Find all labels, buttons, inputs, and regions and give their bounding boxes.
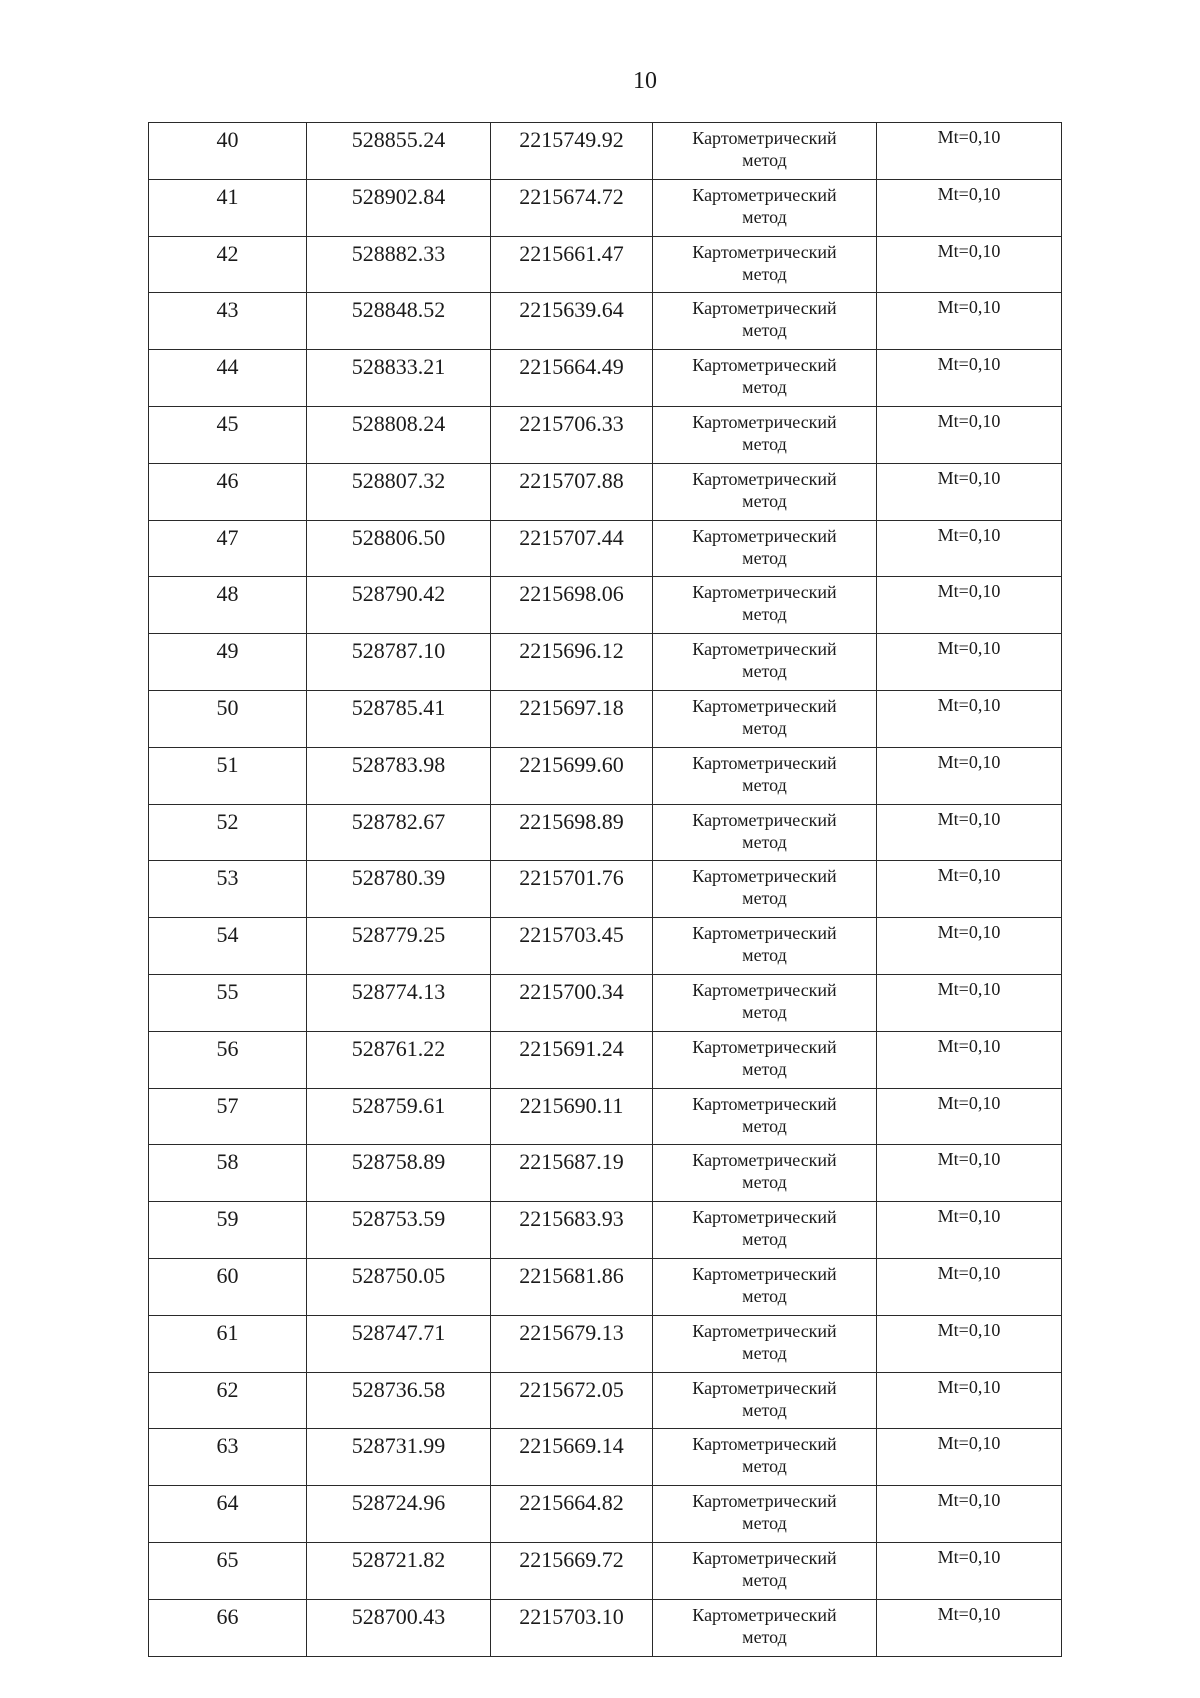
method-line-1: Картометрический: [692, 582, 837, 603]
y-coordinate: 2215681.86: [491, 1258, 653, 1315]
method-cell: [653, 123, 877, 180]
table-row: [149, 690, 1062, 747]
method-line-2: метод: [742, 433, 787, 454]
table-row: [149, 123, 1062, 180]
accuracy-cell: Mt=0,10: [877, 974, 1062, 1031]
method-line-1: Картометрический: [692, 1093, 837, 1114]
accuracy-cell: Mt=0,10: [877, 1315, 1062, 1372]
x-coordinate: 528721.82: [307, 1542, 491, 1599]
y-coordinate: 2215700.34: [491, 974, 653, 1031]
y-coordinate: 2215703.10: [491, 1599, 653, 1656]
method-cell: [653, 1088, 877, 1145]
method-line-2: метод: [742, 1285, 787, 1306]
method-line-2: метод: [742, 1626, 787, 1647]
y-coordinate: 2215703.45: [491, 918, 653, 975]
y-coordinate: 2215639.64: [491, 293, 653, 350]
method-line-1: Картометрический: [692, 639, 837, 660]
accuracy-cell: Mt=0,10: [877, 690, 1062, 747]
method-line-1: Картометрический: [692, 1547, 837, 1568]
table-row: [149, 634, 1062, 691]
method-cell: [653, 974, 877, 1031]
accuracy-cell: Mt=0,10: [877, 747, 1062, 804]
point-number: 65: [149, 1542, 307, 1599]
x-coordinate: 528783.98: [307, 747, 491, 804]
method-line-1: Картометрический: [692, 1434, 837, 1455]
table-row: [149, 293, 1062, 350]
table-row: [149, 406, 1062, 463]
table-row: [149, 1202, 1062, 1259]
accuracy-cell: Mt=0,10: [877, 918, 1062, 975]
method-cell: [653, 918, 877, 975]
method-line-2: метод: [742, 1229, 787, 1250]
x-coordinate: 528759.61: [307, 1088, 491, 1145]
accuracy-cell: Mt=0,10: [877, 1429, 1062, 1486]
method-line-1: Картометрический: [692, 866, 837, 887]
accuracy-cell: Mt=0,10: [877, 1202, 1062, 1259]
point-number: 45: [149, 406, 307, 463]
accuracy-cell: Mt=0,10: [877, 804, 1062, 861]
point-number: 42: [149, 236, 307, 293]
method-cell: [653, 1542, 877, 1599]
x-coordinate: 528855.24: [307, 123, 491, 180]
method-cell: [653, 1599, 877, 1656]
table-row: [149, 1315, 1062, 1372]
point-number: 41: [149, 179, 307, 236]
y-coordinate: 2215683.93: [491, 1202, 653, 1259]
x-coordinate: 528782.67: [307, 804, 491, 861]
point-number: 60: [149, 1258, 307, 1315]
method-line-1: Картометрический: [692, 468, 837, 489]
y-coordinate: 2215664.82: [491, 1486, 653, 1543]
accuracy-cell: Mt=0,10: [877, 634, 1062, 691]
x-coordinate: 528787.10: [307, 634, 491, 691]
x-coordinate: 528790.42: [307, 577, 491, 634]
method-line-2: метод: [742, 263, 787, 284]
method-line-2: метод: [742, 1513, 787, 1534]
y-coordinate: 2215690.11: [491, 1088, 653, 1145]
method-line-1: Картометрический: [692, 298, 837, 319]
x-coordinate: 528779.25: [307, 918, 491, 975]
method-line-2: метод: [742, 490, 787, 511]
table-row: [149, 179, 1062, 236]
method-cell: [653, 1372, 877, 1429]
table-row: [149, 1088, 1062, 1145]
x-coordinate: 528882.33: [307, 236, 491, 293]
method-line-2: метод: [742, 1172, 787, 1193]
x-coordinate: 528761.22: [307, 1031, 491, 1088]
coordinates-table: [148, 122, 1062, 1657]
method-line-1: Картометрический: [692, 128, 837, 148]
table-row: [149, 861, 1062, 918]
method-line-2: метод: [742, 1399, 787, 1420]
method-line-2: метод: [742, 1001, 787, 1022]
table-row: [149, 918, 1062, 975]
table-row: [149, 1031, 1062, 1088]
method-cell: [653, 690, 877, 747]
accuracy-cell: Mt=0,10: [877, 406, 1062, 463]
x-coordinate: 528750.05: [307, 1258, 491, 1315]
point-number: 62: [149, 1372, 307, 1429]
table-row: [149, 747, 1062, 804]
point-number: 57: [149, 1088, 307, 1145]
accuracy-cell: Mt=0,10: [877, 577, 1062, 634]
method-line-1: Картометрический: [692, 525, 837, 546]
method-cell: [653, 1202, 877, 1259]
method-line-2: метод: [742, 717, 787, 738]
point-number: 55: [149, 974, 307, 1031]
method-cell: [653, 1429, 877, 1486]
method-cell: [653, 236, 877, 293]
y-coordinate: 2215749.92: [491, 123, 653, 180]
method-line-1: Картометрический: [692, 1377, 837, 1398]
point-number: 54: [149, 918, 307, 975]
x-coordinate: 528774.13: [307, 974, 491, 1031]
x-coordinate: 528753.59: [307, 1202, 491, 1259]
y-coordinate: 2215672.05: [491, 1372, 653, 1429]
table-row: [149, 1258, 1062, 1315]
page-number: 10: [633, 68, 657, 94]
y-coordinate: 2215701.76: [491, 861, 653, 918]
x-coordinate: 528758.89: [307, 1145, 491, 1202]
point-number: 56: [149, 1031, 307, 1088]
y-coordinate: 2215691.24: [491, 1031, 653, 1088]
table-row: [149, 577, 1062, 634]
table-row: [149, 1542, 1062, 1599]
method-line-1: Картометрический: [692, 184, 837, 205]
y-coordinate: 2215706.33: [491, 406, 653, 463]
point-number: 47: [149, 520, 307, 577]
accuracy-cell: Mt=0,10: [877, 1258, 1062, 1315]
method-line-2: метод: [742, 945, 787, 966]
point-number: 51: [149, 747, 307, 804]
method-cell: [653, 861, 877, 918]
point-number: 63: [149, 1429, 307, 1486]
method-line-1: Картометрический: [692, 411, 837, 432]
method-cell: [653, 293, 877, 350]
method-line-2: метод: [742, 377, 787, 398]
accuracy-cell: Mt=0,10: [877, 350, 1062, 407]
method-line-1: Картометрический: [692, 241, 837, 262]
y-coordinate: 2215669.72: [491, 1542, 653, 1599]
accuracy-cell: Mt=0,10: [877, 293, 1062, 350]
method-line-2: метод: [742, 1058, 787, 1079]
point-number: 53: [149, 861, 307, 918]
x-coordinate: 528808.24: [307, 406, 491, 463]
point-number: 50: [149, 690, 307, 747]
method-line-2: метод: [742, 831, 787, 852]
method-line-2: метод: [742, 206, 787, 227]
method-line-2: метод: [742, 774, 787, 795]
point-number: 48: [149, 577, 307, 634]
method-line-1: Картометрический: [692, 752, 837, 773]
y-coordinate: 2215669.14: [491, 1429, 653, 1486]
method-line-2: метод: [742, 1456, 787, 1477]
method-line-2: метод: [742, 547, 787, 568]
x-coordinate: 528731.99: [307, 1429, 491, 1486]
x-coordinate: 528848.52: [307, 293, 491, 350]
y-coordinate: 2215696.12: [491, 634, 653, 691]
method-line-1: Картометрический: [692, 923, 837, 944]
table-row: [149, 1372, 1062, 1429]
accuracy-cell: Mt=0,10: [877, 1031, 1062, 1088]
table-row: [149, 350, 1062, 407]
y-coordinate: 2215664.49: [491, 350, 653, 407]
y-coordinate: 2215661.47: [491, 236, 653, 293]
x-coordinate: 528902.84: [307, 179, 491, 236]
y-coordinate: 2215697.18: [491, 690, 653, 747]
method-cell: [653, 1315, 877, 1372]
y-coordinate: 2215698.06: [491, 577, 653, 634]
y-coordinate: 2215699.60: [491, 747, 653, 804]
method-line-1: Картометрический: [692, 979, 837, 1000]
method-line-2: метод: [742, 320, 787, 341]
point-number: 49: [149, 634, 307, 691]
table-row: [149, 463, 1062, 520]
table-row: [149, 804, 1062, 861]
point-number: 46: [149, 463, 307, 520]
y-coordinate: 2215698.89: [491, 804, 653, 861]
method-line-2: метод: [742, 150, 787, 170]
method-cell: [653, 1145, 877, 1202]
method-line-1: Картометрический: [692, 1207, 837, 1228]
method-line-1: Картометрический: [692, 1604, 837, 1625]
method-line-2: метод: [742, 1569, 787, 1590]
accuracy-cell: Mt=0,10: [877, 463, 1062, 520]
coordinates-table-body: [149, 123, 1062, 1657]
method-line-2: метод: [742, 604, 787, 625]
accuracy-cell: Mt=0,10: [877, 1486, 1062, 1543]
point-number: 52: [149, 804, 307, 861]
table-row: [149, 1599, 1062, 1656]
table-row: [149, 1429, 1062, 1486]
method-line-1: Картометрический: [692, 1150, 837, 1171]
accuracy-cell: Mt=0,10: [877, 123, 1062, 180]
point-number: 40: [149, 123, 307, 180]
accuracy-cell: Mt=0,10: [877, 1145, 1062, 1202]
method-line-1: Картометрический: [692, 1036, 837, 1057]
method-line-1: Картометрический: [692, 1263, 837, 1284]
method-cell: [653, 350, 877, 407]
x-coordinate: 528807.32: [307, 463, 491, 520]
method-line-1: Картометрический: [692, 1320, 837, 1341]
accuracy-cell: Mt=0,10: [877, 1372, 1062, 1429]
x-coordinate: 528724.96: [307, 1486, 491, 1543]
method-cell: [653, 1486, 877, 1543]
y-coordinate: 2215674.72: [491, 179, 653, 236]
x-coordinate: 528747.71: [307, 1315, 491, 1372]
x-coordinate: 528700.43: [307, 1599, 491, 1656]
method-cell: [653, 406, 877, 463]
method-line-2: метод: [742, 1115, 787, 1136]
point-number: 58: [149, 1145, 307, 1202]
point-number: 43: [149, 293, 307, 350]
method-cell: [653, 577, 877, 634]
accuracy-cell: Mt=0,10: [877, 861, 1062, 918]
method-cell: [653, 1031, 877, 1088]
x-coordinate: 528806.50: [307, 520, 491, 577]
y-coordinate: 2215707.88: [491, 463, 653, 520]
y-coordinate: 2215707.44: [491, 520, 653, 577]
table-row: [149, 1145, 1062, 1202]
table-row: [149, 1486, 1062, 1543]
method-line-2: метод: [742, 888, 787, 909]
x-coordinate: 528785.41: [307, 690, 491, 747]
method-line-1: Картометрический: [692, 1491, 837, 1512]
method-cell: [653, 747, 877, 804]
method-line-1: Картометрический: [692, 695, 837, 716]
method-cell: [653, 179, 877, 236]
y-coordinate: 2215679.13: [491, 1315, 653, 1372]
table-row: [149, 974, 1062, 1031]
method-line-1: Картометрический: [692, 809, 837, 830]
accuracy-cell: Mt=0,10: [877, 1088, 1062, 1145]
table-row: [149, 236, 1062, 293]
x-coordinate: 528736.58: [307, 1372, 491, 1429]
method-cell: [653, 463, 877, 520]
method-line-2: метод: [742, 1342, 787, 1363]
point-number: 59: [149, 1202, 307, 1259]
point-number: 44: [149, 350, 307, 407]
table-row: [149, 520, 1062, 577]
method-cell: [653, 804, 877, 861]
accuracy-cell: Mt=0,10: [877, 1542, 1062, 1599]
method-line-2: метод: [742, 661, 787, 682]
point-number: 61: [149, 1315, 307, 1372]
accuracy-cell: Mt=0,10: [877, 236, 1062, 293]
accuracy-cell: Mt=0,10: [877, 520, 1062, 577]
method-cell: [653, 520, 877, 577]
method-cell: [653, 634, 877, 691]
y-coordinate: 2215687.19: [491, 1145, 653, 1202]
accuracy-cell: Mt=0,10: [877, 1599, 1062, 1656]
method-cell: [653, 1258, 877, 1315]
x-coordinate: 528833.21: [307, 350, 491, 407]
method-line-1: Картометрический: [692, 355, 837, 376]
point-number: 64: [149, 1486, 307, 1543]
point-number: 66: [149, 1599, 307, 1656]
x-coordinate: 528780.39: [307, 861, 491, 918]
accuracy-cell: Mt=0,10: [877, 179, 1062, 236]
